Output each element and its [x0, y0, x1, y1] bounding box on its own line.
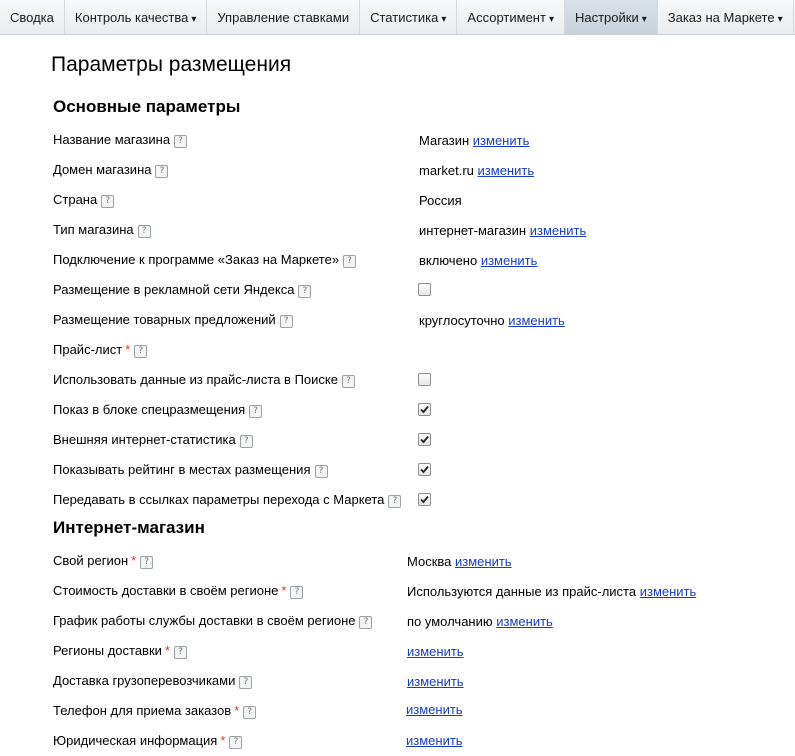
help-icon[interactable]: ? — [229, 736, 242, 749]
value-region: Москва изменить — [407, 554, 512, 569]
help-icon[interactable]: ? — [239, 676, 252, 689]
tab-label: Заказ на Маркете — [667, 10, 775, 25]
help-icon[interactable]: ? — [155, 165, 168, 178]
edit-legal-link[interactable]: изменить — [406, 733, 463, 748]
tab-label: Настройки — [574, 10, 639, 25]
help-icon[interactable]: ? — [342, 375, 355, 388]
chevron-down-icon: ▾ — [191, 14, 197, 25]
pass-params-checkbox[interactable] — [418, 493, 431, 506]
label-pass-params: Передавать в ссылках параметры перехода с Маркета ? — [53, 492, 401, 508]
label-show-rating: Показывать рейтинг в местах размещения ? — [53, 462, 328, 478]
label-special-block: Показ в блоке спецразмещения ? — [53, 402, 262, 418]
label-market-order: Подключение к программе «Заказ на Маркете» ? — [53, 252, 356, 268]
label-external-stats: Внешняя интернет-статистика ? — [53, 432, 253, 448]
check-mark-icon — [419, 464, 430, 475]
label-shop-name: Название магазина ? — [53, 132, 187, 148]
help-icon[interactable]: ? — [315, 465, 328, 478]
value-country: Россия — [419, 193, 462, 208]
edit-freight-link[interactable]: изменить — [407, 674, 464, 689]
chevron-down-icon: ▾ — [548, 14, 554, 25]
required-mark: * — [234, 703, 240, 718]
value-freight — [407, 674, 464, 690]
tab-summary[interactable] — [0, 0, 65, 34]
page-title: Параметры размещения — [51, 53, 292, 76]
label-shop-type: Тип магазина ? — [53, 222, 151, 238]
label-legal: Юридическая информация * ? — [53, 733, 242, 749]
edit-offers-placement-link[interactable]: изменить — [508, 313, 565, 328]
edit-phone-link[interactable]: изменить — [406, 702, 463, 717]
required-mark: * — [164, 643, 170, 658]
top-nav — [0, 0, 795, 35]
value-phone — [406, 702, 463, 718]
required-mark: * — [281, 583, 287, 598]
value-shop-domain: market.ru изменить — [419, 163, 535, 178]
tab-market-order[interactable] — [658, 0, 794, 34]
label-country: Страна ? — [53, 192, 114, 208]
help-icon[interactable]: ? — [138, 225, 151, 238]
edit-delivery-regions-link[interactable]: изменить — [407, 644, 464, 659]
help-icon[interactable]: ? — [343, 255, 356, 268]
value-shop-type: интернет-магазин изменить — [419, 223, 587, 238]
label-price-list: Прайс-лист * ? — [53, 342, 147, 358]
tab-label: Статистика — [370, 10, 439, 25]
tab-label: Ассортимент — [467, 10, 546, 25]
label-freight: Доставка грузоперевозчиками ? — [53, 673, 252, 689]
help-icon[interactable]: ? — [101, 195, 114, 208]
label-phone: Телефон для приема заказов * ? — [53, 703, 256, 719]
check-mark-icon — [419, 404, 430, 415]
required-mark: * — [131, 553, 137, 568]
edit-shop-type-link[interactable]: изменить — [529, 223, 587, 238]
label-region: Свой регион * ? — [53, 553, 153, 569]
value-delivery-regions — [407, 644, 464, 660]
help-icon[interactable]: ? — [140, 556, 153, 569]
help-icon[interactable]: ? — [298, 285, 311, 298]
value-delivery-schedule: по умолчанию изменить — [407, 614, 553, 629]
edit-delivery-schedule-link[interactable]: изменить — [496, 614, 553, 629]
label-delivery-schedule: График работы службы доставки в своём регионе ? — [53, 613, 372, 629]
use-price-in-search-checkbox[interactable] — [418, 373, 431, 386]
external-stats-checkbox[interactable] — [418, 433, 431, 446]
tab-settings[interactable] — [565, 0, 658, 34]
required-mark: * — [220, 733, 226, 748]
help-icon[interactable]: ? — [280, 315, 293, 328]
label-ad-network: Размещение в рекламной сети Яндекса ? — [53, 282, 311, 298]
tab-quality-control[interactable] — [65, 0, 207, 34]
required-mark: * — [125, 342, 131, 357]
edit-region-link[interactable]: изменить — [455, 554, 512, 569]
help-icon[interactable]: ? — [249, 405, 262, 418]
label-delivery-regions: Регионы доставки * ? — [53, 643, 187, 659]
value-legal — [406, 733, 463, 749]
label-offers-placement: Размещение товарных предложений ? — [53, 312, 293, 328]
show-rating-checkbox[interactable] — [418, 463, 431, 476]
tab-statistics[interactable] — [360, 0, 457, 34]
section-heading-store: Интернет-магазин — [53, 518, 205, 537]
label-use-price-in-search: Использовать данные из прайс-листа в Поиске ? — [53, 372, 355, 388]
chevron-down-icon: ▾ — [641, 14, 647, 25]
help-icon[interactable]: ? — [243, 706, 256, 719]
ad-network-checkbox[interactable] — [418, 283, 431, 296]
check-mark-icon — [419, 494, 430, 505]
label-shop-domain: Домен магазина ? — [53, 162, 168, 178]
edit-market-order-link[interactable]: изменить — [480, 253, 538, 268]
special-block-checkbox[interactable] — [418, 403, 431, 416]
check-mark-icon — [419, 434, 430, 445]
help-icon[interactable]: ? — [174, 135, 187, 148]
help-icon[interactable]: ? — [359, 616, 372, 629]
value-offers-placement: круглосуточно изменить — [419, 313, 565, 328]
value-shop-name: Магазин изменить — [419, 133, 530, 148]
help-icon[interactable]: ? — [388, 495, 401, 508]
tab-bid-management[interactable] — [207, 0, 360, 34]
value-delivery-cost: Используются данные из прайс-листа изменить — [407, 584, 697, 599]
tab-label: Управление ставками — [217, 10, 350, 25]
chevron-down-icon: ▾ — [777, 14, 783, 25]
help-icon[interactable]: ? — [240, 435, 253, 448]
help-icon[interactable]: ? — [290, 586, 303, 599]
help-icon[interactable]: ? — [174, 646, 187, 659]
chevron-down-icon: ▾ — [441, 14, 447, 25]
section-heading-basic: Основные параметры — [53, 97, 241, 116]
tab-label: Сводка — [10, 10, 54, 25]
help-icon[interactable]: ? — [134, 345, 147, 358]
label-delivery-cost: Стоимость доставки в своём регионе * ? — [53, 583, 303, 599]
edit-shop-name-link[interactable]: изменить — [472, 133, 530, 148]
edit-delivery-cost-link[interactable]: изменить — [639, 584, 697, 599]
value-market-order: включено изменить — [419, 253, 538, 268]
tab-label: Контроль качества — [74, 10, 189, 25]
edit-shop-domain-link[interactable]: изменить — [477, 163, 535, 178]
tab-assortment[interactable] — [457, 0, 565, 34]
